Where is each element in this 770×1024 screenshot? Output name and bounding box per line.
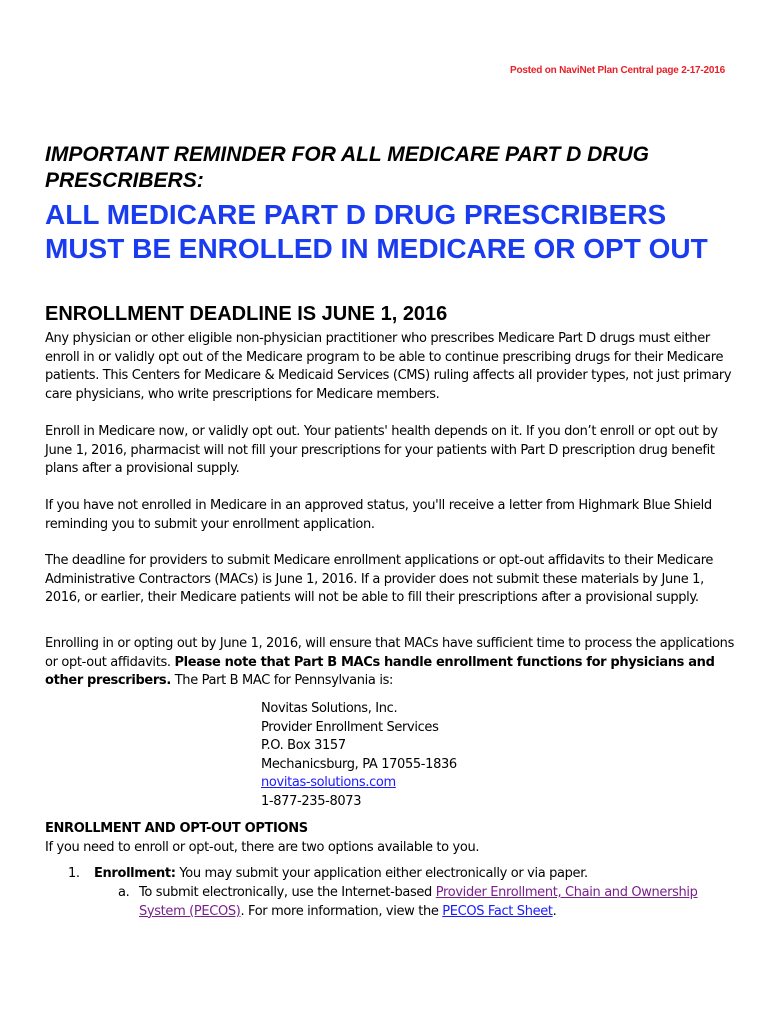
- posted-note: Posted on NaviNet Plan Central page 2-17-2016: [510, 65, 725, 76]
- page-subheading: ALL MEDICARE PART D DRUG PRESCRIBERS MUST BE ENROLLED IN MEDICARE OR OPT OUT: [45, 199, 708, 264]
- address-dept: Provider Enrollment Services: [261, 719, 439, 735]
- address-po-box: P.O. Box 3157: [261, 738, 346, 753]
- address-name: Novitas Solutions, Inc.: [261, 701, 398, 716]
- list-number: 1.: [68, 866, 80, 881]
- pecos-fact-sheet-link[interactable]: PECOS Fact Sheet: [442, 903, 553, 919]
- page-heading: IMPORTANT REMINDER FOR ALL MEDICARE PART D DRUG PRESCRIBERS:: [45, 143, 649, 192]
- electronic-text-3: .: [552, 903, 557, 919]
- pecos-link[interactable]: Provider Enrollment, Chain and Ownership System (PECOS): [139, 885, 698, 919]
- address-phone: 1-877-235-8073: [261, 793, 362, 809]
- paragraph-4: The deadline for providers to submit Medicare enrollment applications or opt-out affidavits to their Medicare Administrative Contractors (MACs) is June 1, 2016. If a provider does not submit these materials by June 1, 2016, or earlier, their Medicare patients will not be able to fill their prescriptions after a provisional supply.: [45, 553, 714, 605]
- deadline-heading: ENROLLMENT DEADLINE IS JUNE 1, 2016: [45, 303, 448, 325]
- electronic-text-1: To submit electronically, use the Internet-based: [139, 885, 432, 900]
- sub-list-letter: a.: [118, 885, 130, 900]
- paragraph-5: [45, 635, 735, 691]
- list-item-enrollment: [68, 865, 748, 884]
- paragraph-5-tail: The Part B MAC for Pennsylvania is:: [174, 673, 394, 688]
- options-title: ENROLLMENT AND OPT-OUT OPTIONS: [45, 821, 308, 836]
- enrollment-label: Enrollment:: [94, 866, 176, 881]
- electronic-text: [139, 884, 739, 921]
- mac-address-block: [261, 700, 661, 811]
- address-city: Mechanicsburg, PA 17055-1836: [261, 756, 457, 772]
- paragraph-2: Enroll in Medicare now, or validly opt out. Your patients' health depends on it. If you don’t enroll or opt out by June 1, 2016, pharmacist will not fill your prescriptions for your patients with Part D prescription drug benefit plans after a provisional supply.: [45, 424, 718, 476]
- paragraph-5-bold: Please note that Part B MACs handle enrollment functions for physicians and other prescribers.: [45, 654, 715, 688]
- paragraph-1: Any physician or other eligible non-physician practitioner who prescribes Medicare Part D drugs must either enroll in or validly opt out of the Medicare program to be able to continue prescribing drugs for their Medicare patients. This Centers for Medicare & Medicaid Services (CMS) ruling affects all provider types, not just primary care physicians, who write prescriptions for Medicare members.: [45, 331, 732, 402]
- enrollment-text: You may submit your application either electronically or via paper.: [179, 866, 588, 881]
- paragraph-5-lead: Enrolling in or opting out by June 1, 2016, will ensure that MACs have sufficient time to process the applications or opt-out affidavits.: [45, 636, 734, 670]
- options-intro: If you need to enroll or opt-out, there are two options available to you.: [45, 840, 480, 855]
- novitas-website-link[interactable]: novitas-solutions.com: [261, 775, 396, 790]
- electronic-text-2: . For more information, view the: [240, 903, 439, 919]
- paragraph-3: If you have not enrolled in Medicare in an approved status, you'll receive a letter from Highmark Blue Shield reminding you to submit your enrollment application.: [45, 498, 712, 532]
